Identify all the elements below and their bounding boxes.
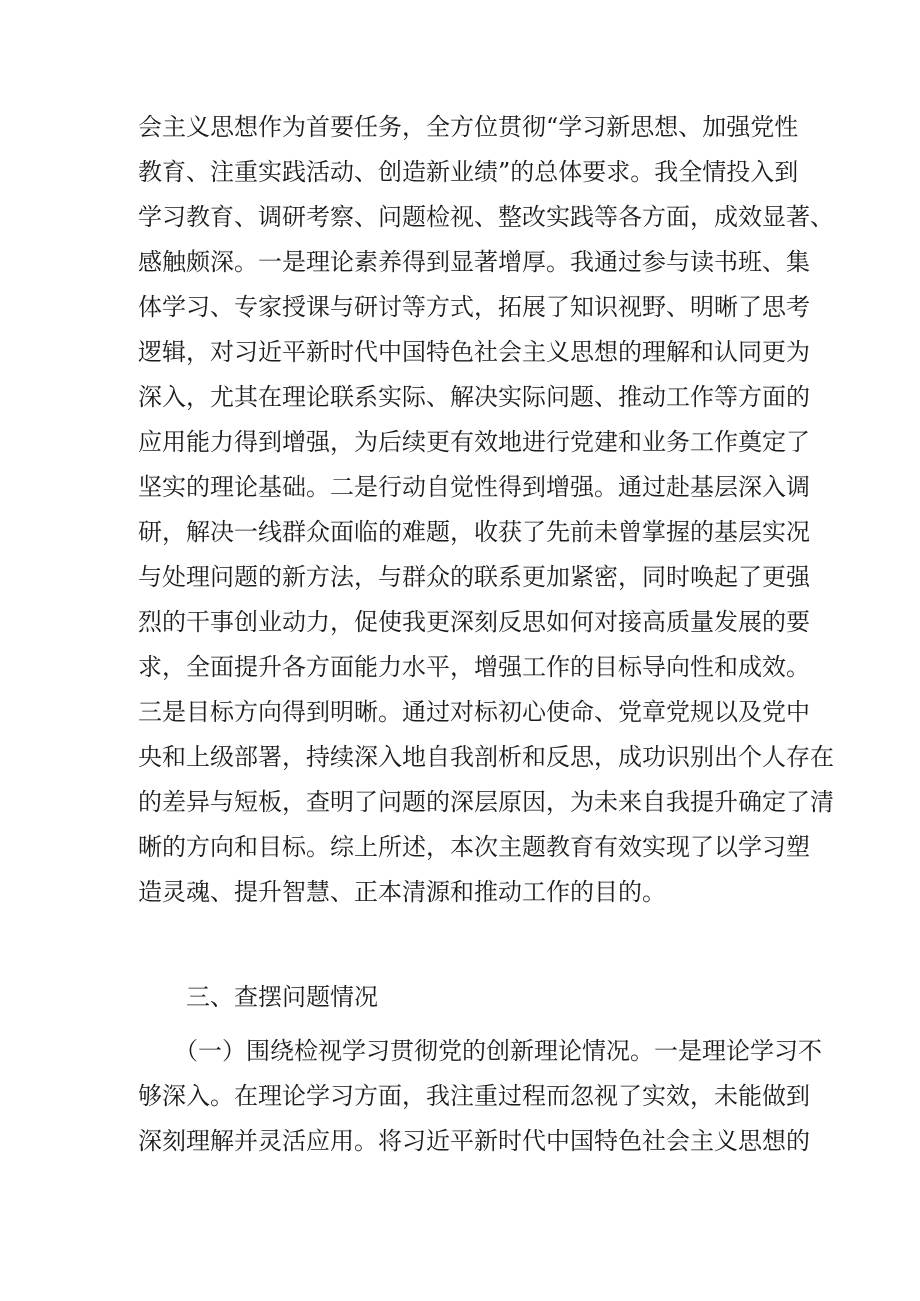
text-line: （一）围绕检视学习贯彻党的创新理论情况。一是理论学习不 — [174, 1037, 822, 1065]
text-line: 求，全面提升各方面能力水平，增强工作的目标导向性和成效。 — [138, 653, 810, 681]
text-line: 央和上级部署，持续深入地自我剖析和反思，成功识别出个人存在 — [138, 743, 834, 771]
text-line: 会主义思想作为首要任务，全方位贯彻“学习新思想、加强党性 — [138, 113, 799, 141]
paragraph-summary — [138, 105, 834, 915]
text-line: 逻辑，对习近平新时代中国特色社会主义思想的理解和认同更为 — [138, 338, 810, 366]
text-line: 造灵魂、提升智慧、正本清源和推动工作的目的。 — [138, 878, 666, 906]
text-line: 应用能力得到增强，为后续更有效地进行党建和业务工作奠定了 — [138, 428, 810, 456]
text-line: 坚实的理论基础。二是行动自觉性得到增强。通过赴基层深入调 — [138, 473, 810, 501]
text-line: 与处理问题的新方法，与群众的联系更加紧密，同时唤起了更强 — [138, 563, 810, 591]
text-line: 深入，尤其在理论联系实际、解决实际问题、推动工作等方面的 — [138, 383, 810, 411]
text-line: 学习教育、调研考察、问题检视、整改实践等各方面，成效显著、 — [138, 203, 834, 231]
section-heading: 三、查摆问题情况 — [186, 983, 378, 1011]
text-line: 烈的干事创业动力，促使我更深刻反思如何对接高质量发展的要 — [138, 608, 810, 636]
text-line: 的差异与短板，查明了问题的深层原因，为未来自我提升确定了清 — [138, 788, 834, 816]
text-line: 深刻理解并灵活应用。将习近平新时代中国特色社会主义思想的 — [138, 1127, 810, 1155]
text-line: 够深入。在理论学习方面，我注重过程而忽视了实效，未能做到 — [138, 1082, 810, 1110]
paragraph-problems — [138, 1029, 822, 1164]
text-line: 教育、注重实践活动、创造新业绩”的总体要求。我全情投入到 — [138, 158, 799, 186]
text-line: 体学习、专家授课与研讨等方式，拓展了知识视野、明晰了思考 — [138, 293, 810, 321]
text-line: 晰的方向和目标。综上所述，本次主题教育有效实现了以学习塑 — [138, 833, 810, 861]
text-line: 研，解决一线群众面临的难题，收获了先前未曾掌握的基层实况 — [138, 518, 810, 546]
text-line: 三是目标方向得到明晰。通过对标初心使命、党章党规以及党中 — [138, 698, 810, 726]
text-line: 感触颇深。一是理论素养得到显著增厚。我通过参与读书班、集 — [138, 248, 810, 276]
